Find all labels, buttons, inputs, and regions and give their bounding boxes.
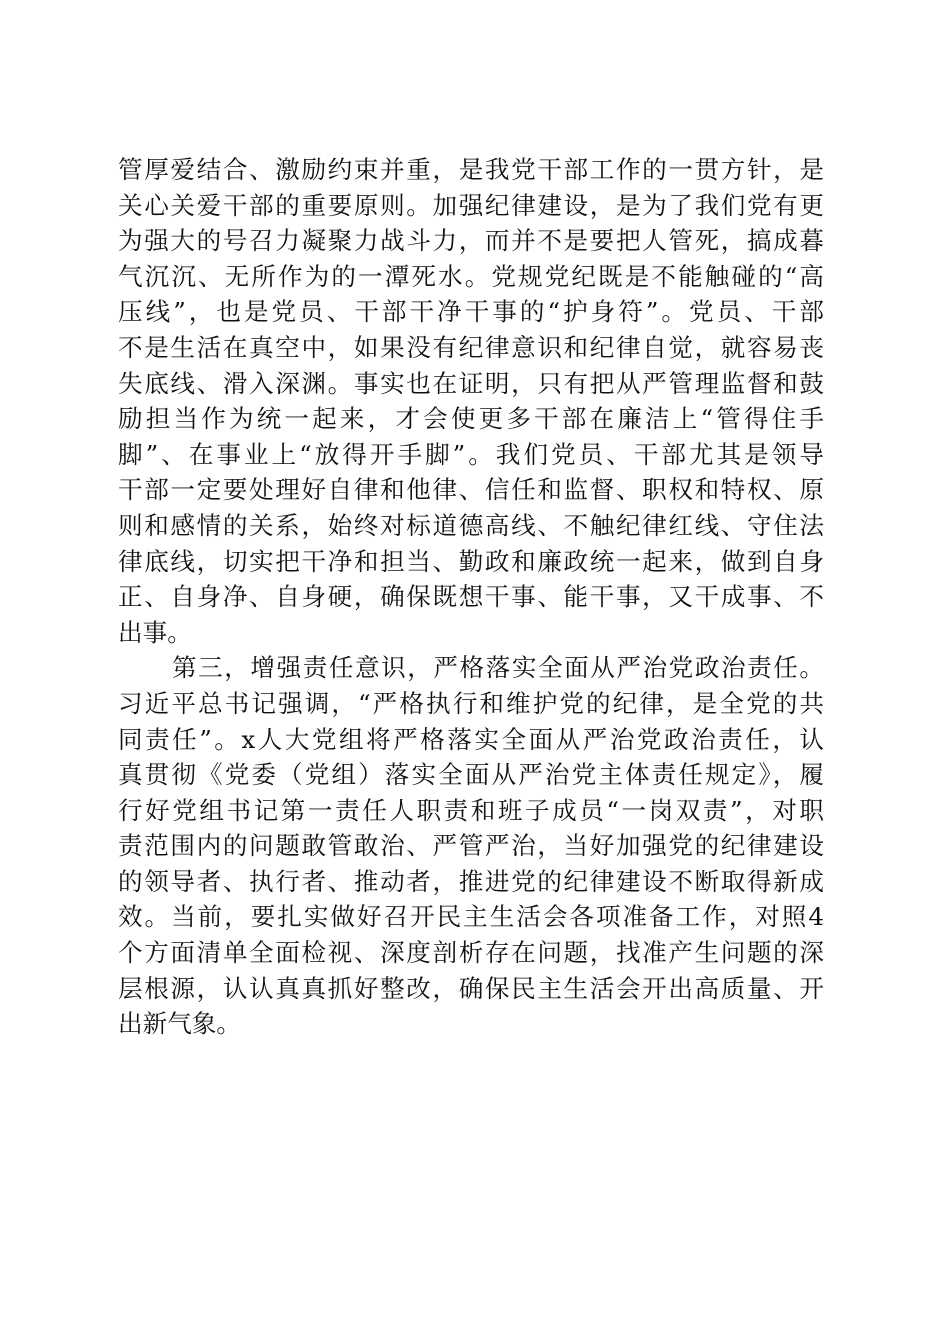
text-line: 行好党组书记第一责任人职责和班子成员“一岗双责”，对职 [118,795,824,825]
text-line: 关心关爱干部的重要原则。加强纪律建设，是为了我们党有更 [118,190,824,220]
text-line: 气沉沉、无所作为的一潭死水。党规党纪既是不能触碰的“高 [118,261,824,291]
text-line: 压线”，也是党员、干部干净干事的“护身符”。党员、干部 [118,297,824,327]
text-line: 效。当前，要扎实做好召开民主生活会各项准备工作，对照4 [118,902,824,932]
text-line: 习近平总书记强调，“严格执行和维护党的纪律，是全党的共 [118,688,824,718]
body-text [118,152,824,1042]
text-line: 律底线，切实把干净和担当、勤政和廉政统一起来，做到自身 [118,546,824,576]
text-line: 正、自身净、自身硬，确保既想干事、能干事，又干成事、不 [118,582,824,612]
text-line: 为强大的号召力凝聚力战斗力，而并不是要把人管死，搞成暮 [118,226,824,256]
text-line: 层根源，认认真真抓好整改，确保民主生活会开出高质量、开 [118,973,824,1003]
text-line: 则和感情的关系，始终对标道德高线、不触纪律红线、守住法 [118,510,824,540]
text-line: 责范围内的问题敢管敢治、严管严治，当好加强党的纪律建设 [118,831,824,861]
text-line: 同责任”。x人大党组将严格落实全面从严治党政治责任，认 [118,724,824,754]
text-line: 不是生活在真空中，如果没有纪律意识和纪律自觉，就容易丧 [118,332,824,362]
text-line: 管厚爱结合、激励约束并重，是我党干部工作的一贯方针，是 [118,155,824,184]
paragraph-start-line: 第三，增强责任意识，严格落实全面从严治党政治责任。 [172,653,824,683]
text-line: 脚”、在事业上“放得开手脚”。我们党员、干部尤其是领导 [118,439,824,469]
text-line: 励担当作为统一起来，才会使更多干部在廉洁上“管得住手 [118,404,824,434]
text-line: 的领导者、执行者、推动者，推进党的纪律建设不断取得新成 [118,866,824,896]
text-line: 失底线、滑入深渊。事实也在证明，只有把从严管理监督和鼓 [118,368,824,398]
text-line: 真贯彻《党委（党组）落实全面从严治党主体责任规定》，履 [118,760,824,790]
text-line: 干部一定要处理好自律和他律、信任和监督、职权和特权、原 [118,475,824,505]
text-line: 个方面清单全面检视、深度剖析存在问题，找准产生问题的深 [118,938,824,968]
paragraph-end-line: 出新气象。 [118,1009,241,1039]
paragraph-end-line: 出事。 [118,617,192,647]
